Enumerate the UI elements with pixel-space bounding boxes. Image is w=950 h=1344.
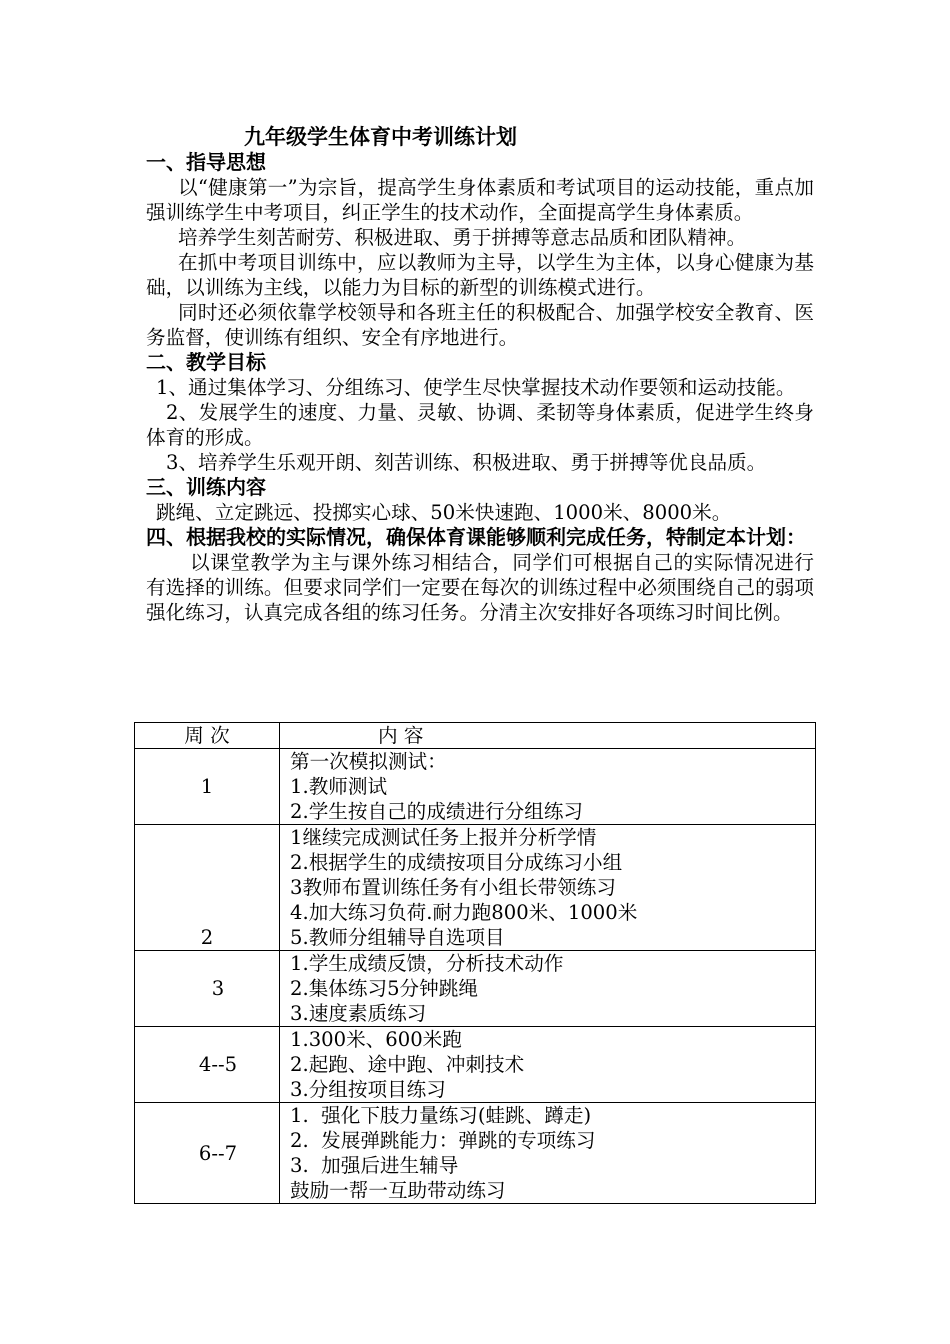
table-row [135,749,816,825]
section-heading-training-content: 三、训练内容 [146,475,266,499]
content-line: 2. 发展弹跳能力：弹跳的专项练习 [290,1129,596,1152]
week-number: 1 [200,775,214,798]
content-line: 3教师布置训练任务有小组长带领练习 [290,876,616,899]
goal-item: 3、培养学生乐观开朗、刻苦训练、积极进取、勇于拼搏等优良品质。 [166,451,767,474]
header-content: 内 容 [280,723,816,749]
week-cell [135,825,280,951]
document-title: 九年级学生体育中考训练计划 [244,124,517,149]
content-line: 1继续完成测试任务上报并分析学情 [290,826,597,849]
document-body [146,124,814,625]
content-line: 3. 加强后进生辅导 [290,1154,459,1177]
plan-text: 以课堂教学为主与课外练习相结合，同学们可根据自己的实际情况进行有选择的训练。但要求同学们一定要在每次的训练过程中必须围绕自己的弱项强化练习，认真完成各组的练习任务。分清主次安排好各项练习时间比例。 [146,551,814,624]
paragraph: 以“健康第一”为宗旨，提高学生身体素质和考试项目的运动技能，重点加强训练学生中考项目，纠正学生的技术动作，全面提高学生身体素质。 [146,176,814,224]
week-number: 2 [200,926,214,949]
table-header-row [135,723,816,749]
content-cell [280,1103,816,1204]
section-heading-teaching-goals: 二、教学目标 [146,350,266,374]
section-heading-plan: 四、根据我校的实际情况，确保体育课能够顺利完成任务，特制定本计划： [146,525,806,549]
paragraph: 培养学生刻苦耐劳、积极进取、勇于拼搏等意志品质和团队精神。 [178,226,747,249]
content-line: 1.300米、600米跑 [290,1028,462,1051]
week-number: 4--5 [198,1053,238,1076]
content-line: 5.教师分组辅导自选项目 [290,926,505,949]
content-cell [280,1027,816,1103]
paragraph: 同时还必须依靠学校领导和各班主任的积极配合、加强学校安全教育、医务监督，使训练有组织、安全有序地进行。 [146,301,814,349]
table-row [135,1103,816,1204]
content-line: 4.加大练习负荷.耐力跑800米、1000米 [290,901,638,924]
table-row [135,825,816,951]
weekly-plan-table [134,722,816,1204]
content-cell [280,825,816,951]
week-cell [135,1027,280,1103]
content-line: 鼓励一帮一互助带动练习 [290,1179,506,1202]
goal-item: 2、发展学生的速度、力量、灵敏、协调、柔韧等身体素质，促进学生终身体育的形成。 [146,401,814,449]
content-cell [280,749,816,825]
content-line: 2.根据学生的成绩按项目分成练习小组 [290,851,623,874]
content-line: 1.教师测试 [290,775,388,798]
week-number: 3 [211,977,225,1000]
content-cell [280,951,816,1027]
week-cell [135,749,280,825]
content-line: 2.集体练习5分钟跳绳 [290,977,478,1000]
paragraph: 在抓中考项目训练中，应以教师为主导，以学生为主体，以身心健康为基础，以训练为主线，以能力为目标的新型的训练模式进行。 [146,251,814,299]
header-week: 周 次 [135,723,280,749]
content-line: 2.学生按自己的成绩进行分组练习 [290,800,584,823]
week-cell [135,951,280,1027]
section-heading-guiding-ideology: 一、指导思想 [146,150,266,174]
goal-item: 1、通过集体学习、分组练习、使学生尽快掌握技术动作要领和运动技能。 [156,376,796,399]
content-line: 1. 强化下肢力量练习(蛙跳、蹲走) [290,1104,592,1127]
table-row [135,951,816,1027]
table-row [135,1027,816,1103]
week-number: 6--7 [198,1141,238,1165]
content-line: 3.分组按项目练习 [290,1078,446,1101]
content-line: 第一次模拟测试： [290,750,447,773]
week-cell [135,1103,280,1204]
training-content-text: 跳绳、立定跳远、投掷实心球、50米快速跑、1000米、8000米。 [156,501,732,524]
content-line: 2.起跑、途中跑、冲刺技术 [290,1053,525,1076]
content-line: 1.学生成绩反馈，分析技术动作 [290,952,564,975]
content-line: 3.速度素质练习 [290,1002,427,1025]
